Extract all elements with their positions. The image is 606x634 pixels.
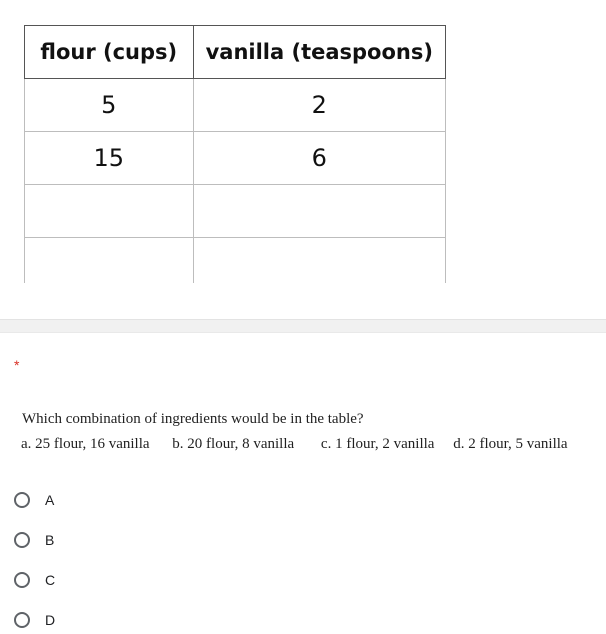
option-label: A — [45, 492, 55, 508]
ratio-table-image — [24, 25, 446, 283]
section-divider — [0, 319, 606, 333]
table-header-row — [25, 26, 446, 79]
cell-flour — [25, 185, 194, 238]
cell-flour: 5 — [25, 79, 194, 132]
option-b[interactable] — [14, 520, 55, 560]
choice-a-text: a. 25 flour, 16 vanilla — [21, 436, 150, 452]
header-vanilla: vanilla (teaspoons) — [193, 26, 445, 79]
radio-circle-icon[interactable] — [14, 532, 30, 548]
radio-group — [14, 480, 55, 634]
radio-circle-icon[interactable] — [14, 572, 30, 588]
option-label: D — [45, 612, 56, 628]
cell-vanilla — [193, 238, 445, 284]
table-row — [25, 185, 446, 238]
radio-circle-icon[interactable] — [14, 492, 30, 508]
cell-vanilla — [193, 185, 445, 238]
cell-vanilla: 6 — [193, 132, 445, 185]
cell-flour — [25, 238, 194, 284]
option-a[interactable] — [14, 480, 55, 520]
required-marker: * — [14, 357, 20, 373]
table-row — [25, 238, 446, 284]
table-row — [25, 79, 446, 132]
option-label: B — [45, 532, 55, 548]
cell-flour: 15 — [25, 132, 194, 185]
table-row — [25, 132, 446, 185]
ratio-table — [24, 25, 446, 283]
option-c[interactable] — [14, 560, 55, 600]
option-d[interactable] — [14, 600, 55, 634]
question-text: Which combination of ingredients would be in the table? — [22, 411, 364, 427]
choice-c-text: c. 1 flour, 2 vanilla — [320, 436, 435, 452]
option-label: C — [45, 572, 56, 588]
header-flour: flour (cups) — [25, 26, 194, 79]
answer-choices — [21, 436, 568, 453]
cell-vanilla: 2 — [193, 79, 445, 132]
radio-circle-icon[interactable] — [14, 612, 30, 628]
choice-b-text: b. 20 flour, 8 vanilla — [172, 436, 295, 452]
choice-d-text: d. 2 flour, 5 vanilla — [453, 436, 568, 452]
